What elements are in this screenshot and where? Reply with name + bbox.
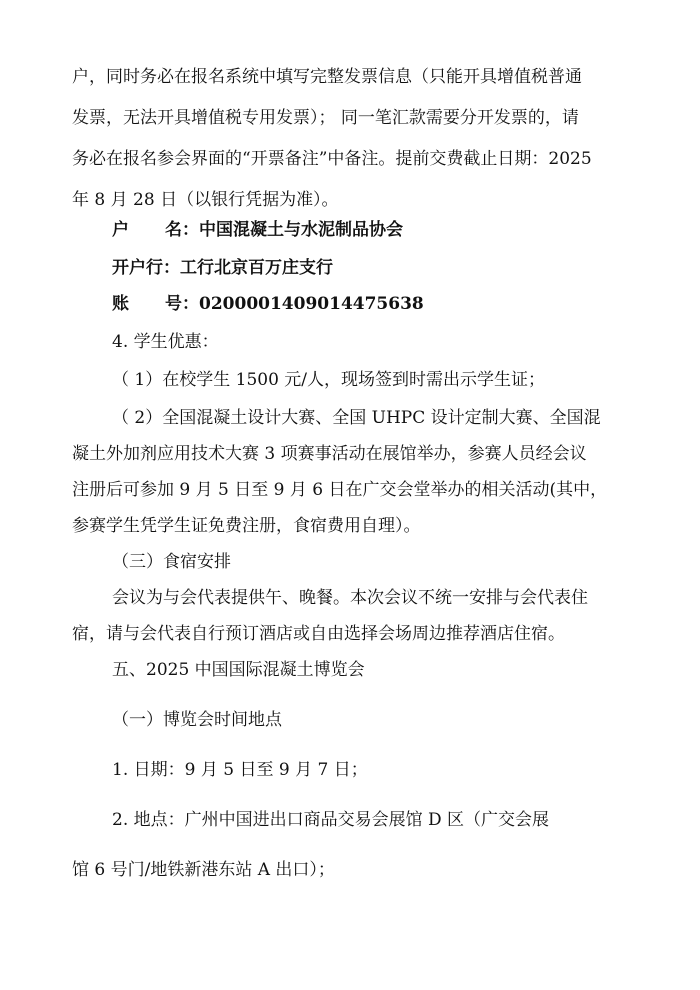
- account-bank-row: [112, 256, 333, 280]
- paragraph-line-4: 年 8 月 28 日（以银行凭据为准）。: [72, 190, 339, 210]
- account-name-label-part1: 户: [112, 220, 129, 240]
- student-discount-item-1: （ 1）在校学生 1500 元/人，现场签到时需出示学生证；: [112, 370, 546, 390]
- student-discount-heading: 4. 学生优惠：: [112, 332, 219, 352]
- paragraph-line-3: 务必在报名参会界面的“开票备注”中备注。提前交费截止日期：2025: [72, 149, 592, 169]
- student-discount-item-2-line-1: （ 2）全国混凝土设计大赛、全国 UHPC 设计定制大赛、全国混: [112, 408, 601, 428]
- expo-venue-line-1: 2. 地点：广州中国进出口商品交易会展馆 D 区（广交会展: [112, 810, 550, 830]
- account-bank-value: 工行北京百万庄支行: [180, 258, 333, 278]
- expo-time-place-heading: （一）博览会时间地点: [112, 710, 282, 730]
- account-number-label-part1: 账: [112, 294, 129, 314]
- accommodation-heading: （三）食宿安排: [112, 552, 231, 572]
- account-number-value: 0200001409014475638: [199, 294, 424, 314]
- accommodation-line-2: 宿，请与会代表自行预订酒店或自由选择会场周边推荐酒店住宿。: [72, 624, 565, 644]
- student-discount-item-2-line-4: 参赛学生凭学生证免费注册，食宿费用自理）。: [72, 516, 421, 536]
- accommodation-line-1: 会议为与会代表提供午、晚餐。本次会议不统一安排与会代表住: [112, 588, 588, 608]
- account-number-label-part2: 号：: [165, 294, 199, 314]
- account-name-label-part2: 名：: [165, 220, 199, 240]
- section-five-heading: 五、2025 中国国际混凝土博览会: [112, 660, 365, 680]
- expo-date-line: 1. 日期：9 月 5 日至 9 月 7 日；: [112, 760, 368, 780]
- account-name-row: [112, 218, 403, 242]
- student-discount-item-2-line-3: 注册后可参加 9 月 5 日至 9 月 6 日在广交会堂举办的相关活动(其中，: [72, 480, 608, 500]
- account-bank-label: 开户行：: [112, 258, 180, 278]
- account-number-row: [112, 292, 424, 316]
- paragraph-line-1: 户，同时务必在报名系统中填写完整发票信息（只能开具增值税普通: [72, 67, 582, 87]
- paragraph-line-2: 发票，无法开具增值税专用发票）； 同一笔汇款需要分开发票的，请: [72, 108, 579, 128]
- expo-venue-line-2: 馆 6 号门/地铁新港东站 A 出口）；: [72, 860, 335, 880]
- student-discount-item-2-line-2: 凝土外加剂应用技术大赛 3 项赛事活动在展馆举办，参赛人员经会议: [72, 444, 587, 464]
- account-name-value: 中国混凝土与水泥制品协会: [199, 220, 403, 240]
